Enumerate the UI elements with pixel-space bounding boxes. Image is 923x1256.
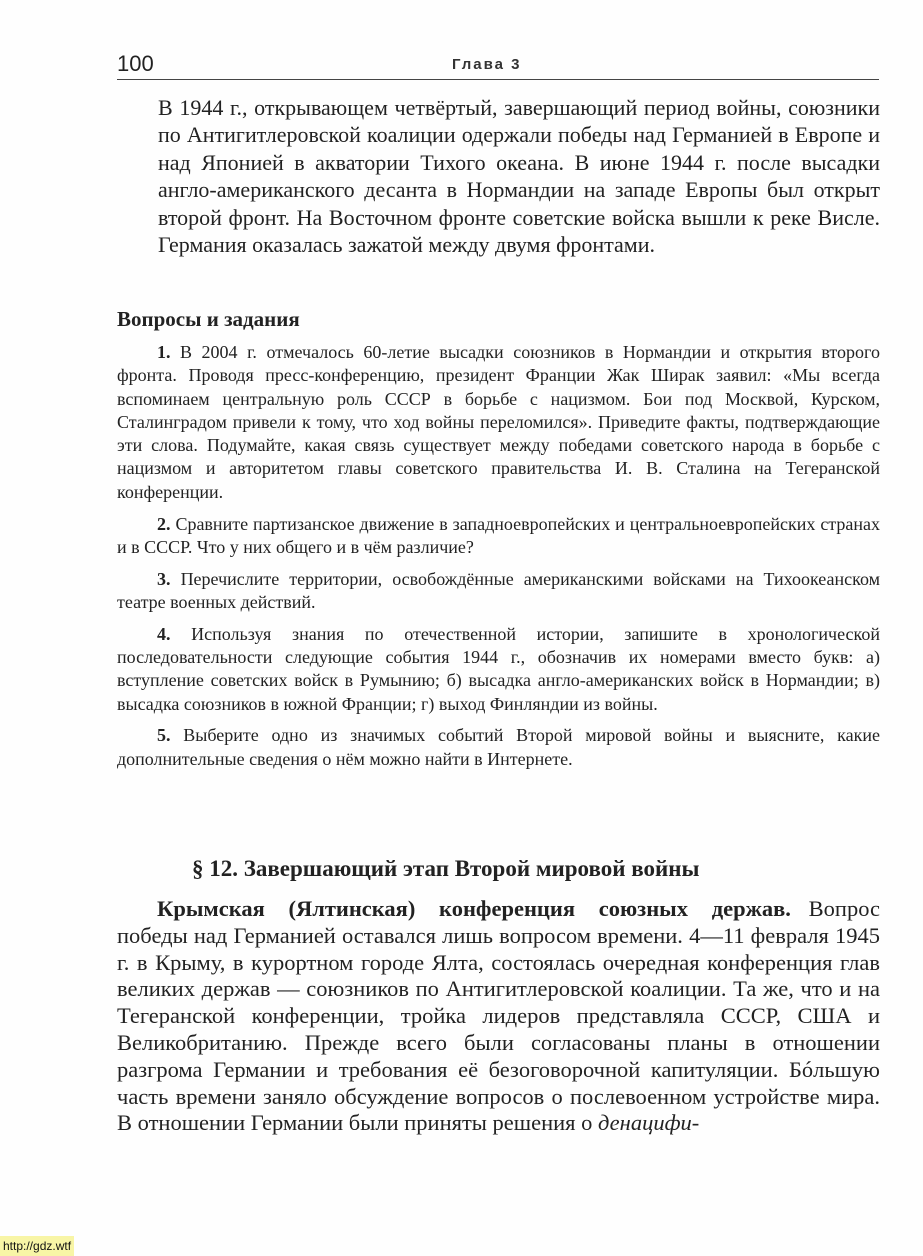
question-number: 2. bbox=[157, 513, 171, 534]
watermark-link[interactable]: http://gdz.wtf bbox=[0, 1236, 74, 1256]
section-italic-term: денацифи- bbox=[598, 1110, 700, 1136]
question-item bbox=[117, 568, 880, 615]
question-item bbox=[117, 623, 880, 716]
section-heading: § 12. Завершающий этап Второй мировой войны bbox=[192, 856, 700, 881]
question-text: Перечислите территории, освобождённые американскими войсками на Тихоокеанском театре военных действий. bbox=[117, 568, 880, 612]
header-rule bbox=[117, 79, 879, 80]
question-number: 3. bbox=[157, 568, 171, 589]
questions-heading: Вопросы и задания bbox=[117, 307, 300, 331]
intro-paragraph: В 1944 г., открывающем четвёртый, завершающий период войны, союзники по Антигитлеровской коалиции одержали победы над Германией в Европе и над Японией в акватории Тихого океана. В июне 1944 г. после высадки англо-американского десанта в Нормандии на западе Европы был открыт второй фронт. На Восточном фронте советские войска вышли к реке Висле. Германия оказалась зажатой между двумя фронтами. bbox=[158, 95, 880, 258]
question-item bbox=[117, 724, 880, 771]
question-number: 4. bbox=[157, 623, 171, 644]
question-text: Используя знания по отечественной истории, запишите в хронологической последовательности следующие события 1944 г., обозначив их номерами вместо букв: а) вступление советских войск в Румынию; б) высадка англо-американских войск в Нормандии; в) высадка союзников в южной Франции; г) выход Финляндии из войны. bbox=[117, 623, 880, 714]
question-text: Сравните партизанское движение в западноевропейских и центральноевропейских странах и в СССР. Что у них общего и в чём различие? bbox=[117, 513, 881, 557]
question-number: 1. bbox=[157, 342, 171, 362]
page-number: 100 bbox=[117, 51, 154, 76]
section-body bbox=[117, 896, 880, 1137]
section-subheading: Крымская (Ялтинская) конференция союзных держав. bbox=[157, 896, 791, 921]
question-item bbox=[117, 341, 880, 504]
question-text: В 2004 г. отмечалось 60-летие высадки союзников в Нормандии и открытия второго фронта. Проводя пресс-конференцию, президент Франции Жак Ширак заявил: «Мы всегда вспоминаем центральную роль СССР в борьбе с нацизмом. Бои под Москвой, Курском, Сталинградом привели к тому, что ход войны переломился». Приведите факты, подтверждающие эти слова. Подумайте, какая связь существует между победами советского народа в борьбе с нацизмом и авторитетом главы советского правительства И. В. Сталина на Тегеранской конференции. bbox=[117, 342, 880, 502]
question-number: 5. bbox=[157, 725, 171, 746]
chapter-title: Глава 3 bbox=[452, 56, 522, 73]
question-text: Выберите одно из значимых событий Второй мировой войны и выясните, какие дополнительные сведения о нём можно найти в Интернете. bbox=[117, 725, 880, 769]
section-paragraph: Вопрос победы над Германией оставался лишь вопросом времени. 4—11 февраля 1945 г. в Крыму, в курортном городе Ялта, состоялась очередная конференция глав великих держав — союзников по Антигитлеровской коалиции. Та же, что и на Тегеранской конференции, тройка лидеров представляла СССР, США и Великобританию. Прежде всего были согласованы планы в отношении разгрома Германии и требования её безоговорочной капитуляции. Бóльшую часть времени заняло обсуждение вопросов о послевоенном устройстве мира. В отношении Германии были приняты решения о bbox=[117, 896, 881, 1136]
questions-list bbox=[117, 341, 880, 780]
question-item bbox=[117, 513, 880, 560]
